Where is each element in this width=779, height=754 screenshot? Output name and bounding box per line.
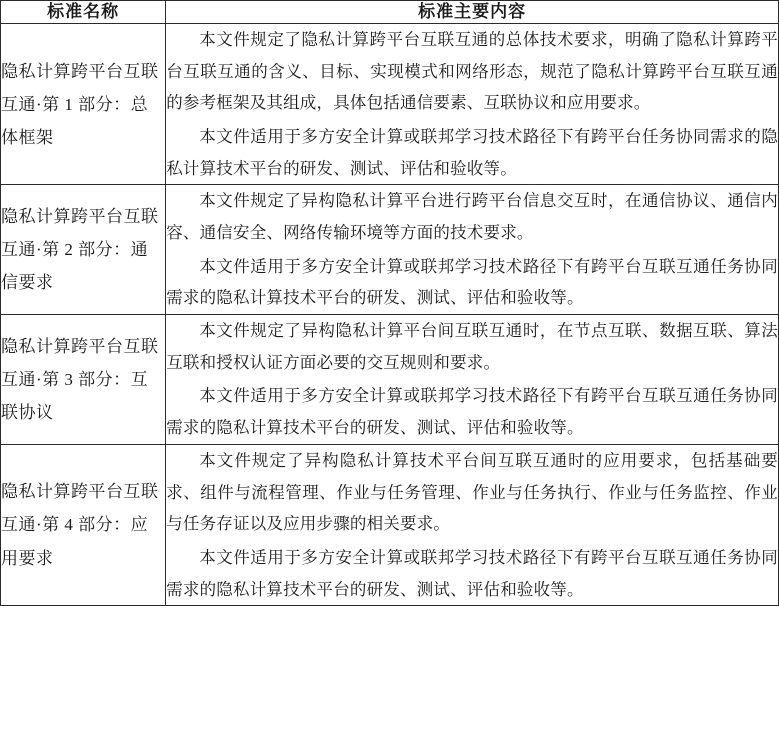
content-paragraph: 本文件规定了异构隐私计算平台进行跨平台信息交互时，在通信协议、通信内容、通信安全、网络传输环境等方面的技术要求。 — [166, 191, 778, 243]
content-paragraph: 本文件规定了隐私计算跨平台互联互通的总体技术要求，明确了隐私计算跨平台互联互通的含义、目标、实现模式和网络形态，规范了隐私计算跨平台互联互通的参考框架及其组成，具体包括通信要素、互联协议和应用要求。 — [166, 30, 778, 113]
table-row — [1, 24, 779, 185]
standard-name-part-3: 隐私计算跨平台互联互通·第 3 部分：互联协议 — [1, 315, 166, 445]
content-paragraph: 本文件适用于多方安全计算或联邦学习技术路径下有跨平台互联互通任务协同需求的隐私计算技术平台的研发、测试、评估和验收等。 — [166, 547, 778, 599]
table-row — [1, 444, 779, 605]
standard-content-part-1 — [166, 24, 779, 185]
standard-content-part-4 — [166, 444, 779, 605]
content-paragraph: 本文件适用于多方安全计算或联邦学习技术路径下有跨平台任务协同需求的隐私计算技术平台的研发、测试、评估和验收等。 — [166, 127, 778, 178]
standard-name-part-1: 隐私计算跨平台互联互通·第 1 部分：总体框架 — [1, 24, 166, 185]
standard-content-part-3 — [166, 315, 779, 445]
content-paragraph: 本文件规定了异构隐私计算技术平台间互联互通时的应用要求，包括基础要求、组件与流程管理、作业与任务管理、作业与任务执行、作业与任务监控、作业与任务存证以及应用步骤的相关要求。 — [166, 450, 778, 534]
standard-name-part-4: 隐私计算跨平台互联互通·第 4 部分：应用要求 — [1, 444, 166, 605]
table-row — [1, 185, 779, 315]
content-paragraph: 本文件适用于多方安全计算或联邦学习技术路径下有跨平台互联互通任务协同需求的隐私计算技术平台的研发、测试、评估和验收等。 — [166, 386, 778, 438]
standard-content-part-2 — [166, 185, 779, 315]
content-paragraph: 本文件适用于多方安全计算或联邦学习技术路径下有跨平台互联互通任务协同需求的隐私计算技术平台的研发、测试、评估和验收等。 — [166, 256, 778, 308]
column-header-standard-name: 标准名称 — [1, 1, 166, 24]
standard-name-part-2: 隐私计算跨平台互联互通·第 2 部分：通信要求 — [1, 185, 166, 315]
content-paragraph: 本文件规定了异构隐私计算平台间互联互通时，在节点互联、数据互联、算法互联和授权认证方面必要的交互规则和要求。 — [166, 321, 778, 372]
table-row — [1, 315, 779, 445]
table-header-row — [1, 1, 779, 24]
column-header-standard-content: 标准主要内容 — [166, 1, 779, 24]
